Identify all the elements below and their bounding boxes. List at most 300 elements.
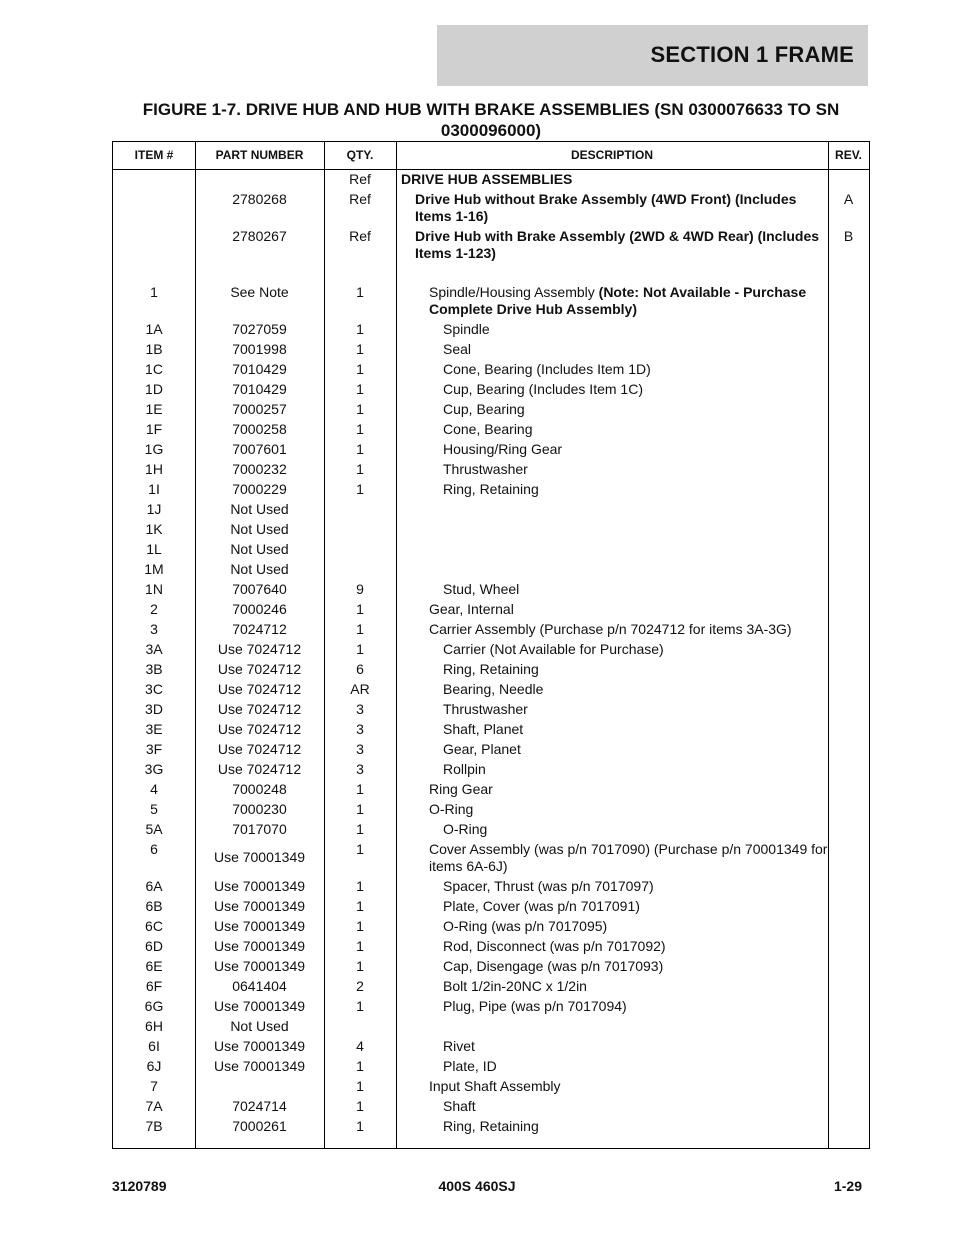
part-number-cell: 7024714 bbox=[232, 1098, 287, 1114]
description-cell bbox=[396, 821, 828, 838]
description-cell bbox=[396, 521, 828, 538]
description-cell bbox=[396, 541, 828, 558]
part-number-cell: 7017070 bbox=[232, 821, 287, 837]
item-cell bbox=[113, 228, 195, 262]
rev-cell bbox=[828, 521, 869, 538]
rev-cell bbox=[828, 501, 869, 518]
description-text: O-Ring bbox=[443, 821, 488, 837]
qty-cell: 1 bbox=[356, 601, 364, 617]
qty-cell: AR bbox=[350, 681, 370, 697]
description-cell bbox=[396, 841, 828, 875]
part-number-cell: 7010429 bbox=[232, 381, 287, 397]
description-text: Rivet bbox=[443, 1038, 475, 1054]
table-row bbox=[113, 500, 869, 520]
rev-cell: A bbox=[843, 191, 854, 207]
item-cell: 3F bbox=[145, 741, 163, 757]
part-number-cell: Use 70001349 bbox=[213, 1058, 306, 1074]
description-text: Shaft bbox=[443, 1098, 476, 1114]
part-number-cell: 7027059 bbox=[232, 321, 287, 337]
qty-cell: 3 bbox=[356, 761, 364, 777]
footer-page-number: 1-29 bbox=[833, 1178, 862, 1194]
description-cell bbox=[396, 481, 828, 498]
item-cell bbox=[113, 191, 195, 225]
item-cell: 1B bbox=[145, 341, 163, 357]
item-cell: 3 bbox=[150, 621, 158, 637]
rev-cell bbox=[828, 821, 869, 838]
description-cell bbox=[396, 561, 828, 578]
item-cell: 7 bbox=[150, 1078, 158, 1094]
description-cell bbox=[396, 681, 828, 698]
table-row bbox=[113, 620, 869, 640]
description-text: Cup, Bearing (Includes Item 1C) bbox=[443, 381, 643, 397]
qty-cell: 4 bbox=[356, 1038, 364, 1054]
item-cell: 6H bbox=[145, 1018, 163, 1034]
rev-cell bbox=[828, 801, 869, 818]
qty-cell: Ref bbox=[349, 228, 371, 244]
description-cell bbox=[396, 341, 828, 358]
table-row bbox=[113, 480, 869, 500]
part-number-cell: Use 70001349 bbox=[213, 878, 306, 894]
description-cell bbox=[396, 1038, 828, 1055]
rev-cell bbox=[828, 541, 869, 558]
qty-cell: 1 bbox=[356, 801, 364, 817]
description-cell bbox=[396, 878, 828, 895]
part-number-cell: 0641404 bbox=[232, 978, 287, 994]
description-cell bbox=[396, 1078, 828, 1095]
part-number-cell: Use 70001349 bbox=[213, 849, 306, 865]
table-row bbox=[113, 937, 869, 957]
table-row bbox=[113, 420, 869, 440]
rev-cell bbox=[828, 918, 869, 935]
description-text: O-Ring (was p/n 7017095) bbox=[443, 918, 608, 934]
qty-cell: 1 bbox=[356, 878, 364, 894]
table-row bbox=[113, 520, 869, 540]
part-number-cell: Use 7024712 bbox=[217, 701, 302, 717]
rev-cell bbox=[828, 441, 869, 458]
qty-cell: 9 bbox=[356, 581, 364, 597]
qty-cell: 1 bbox=[356, 481, 364, 497]
qty-cell: 1 bbox=[356, 1098, 364, 1114]
item-cell: 6B bbox=[145, 898, 163, 914]
rev-cell bbox=[828, 741, 869, 758]
rev-cell bbox=[828, 421, 869, 438]
item-cell: 6D bbox=[145, 938, 163, 954]
description-text: Spindle/Housing Assembly bbox=[429, 284, 599, 300]
description-cell bbox=[396, 641, 828, 658]
table-row bbox=[113, 917, 869, 937]
description-cell bbox=[396, 621, 828, 638]
description-cell bbox=[396, 361, 828, 378]
item-cell: 2 bbox=[150, 601, 158, 617]
description-cell bbox=[396, 918, 828, 935]
rev-cell bbox=[828, 361, 869, 378]
description-cell bbox=[396, 461, 828, 478]
rev-cell bbox=[828, 1038, 869, 1055]
table-row bbox=[113, 700, 869, 720]
part-number-cell: 2780268 bbox=[232, 191, 287, 207]
item-cell: 3A bbox=[145, 641, 163, 657]
part-number-cell: Use 7024712 bbox=[217, 761, 302, 777]
table-row bbox=[113, 720, 869, 740]
table-row bbox=[113, 977, 869, 997]
table-row bbox=[113, 227, 869, 264]
description-text: Ring, Retaining bbox=[443, 1118, 539, 1134]
item-cell: 7A bbox=[145, 1098, 163, 1114]
rev-cell bbox=[828, 381, 869, 398]
description-cell bbox=[396, 741, 828, 758]
qty-cell: 2 bbox=[356, 978, 364, 994]
description-cell bbox=[396, 1118, 828, 1135]
part-number-cell: Use 7024712 bbox=[217, 681, 302, 697]
qty-cell: 1 bbox=[356, 1118, 364, 1134]
table-row bbox=[113, 1077, 869, 1097]
description-text: Cover Assembly (was p/n 7017090) (Purchase p/n 70001349 for items 6A-6J) bbox=[429, 841, 828, 874]
table-row bbox=[113, 640, 869, 660]
description-cell bbox=[396, 1098, 828, 1115]
table-row bbox=[113, 957, 869, 977]
description-text: Carrier (Not Available for Purchase) bbox=[443, 641, 664, 657]
qty-cell: 3 bbox=[356, 701, 364, 717]
table-row bbox=[113, 560, 869, 580]
description-text: Ring, Retaining bbox=[443, 661, 539, 677]
table-row bbox=[113, 1037, 869, 1057]
qty-cell: 1 bbox=[356, 841, 364, 857]
item-cell: 1M bbox=[144, 561, 164, 577]
description-cell bbox=[396, 601, 828, 618]
qty-cell: Ref bbox=[349, 191, 371, 207]
table-row bbox=[113, 170, 869, 190]
item-cell: 6A bbox=[145, 878, 163, 894]
part-number-cell: Not Used bbox=[230, 501, 289, 517]
part-number-cell: Use 70001349 bbox=[213, 918, 306, 934]
item-cell: 3D bbox=[145, 701, 163, 717]
item-cell bbox=[113, 171, 195, 188]
rev-cell bbox=[828, 284, 869, 318]
description-text: Plate, ID bbox=[443, 1058, 497, 1074]
header-item: ITEM # bbox=[134, 148, 174, 162]
part-number-cell: Not Used bbox=[230, 521, 289, 537]
qty-cell: 1 bbox=[356, 998, 364, 1014]
item-cell: 6F bbox=[145, 978, 163, 994]
item-cell: 1J bbox=[146, 501, 162, 517]
item-cell: 1E bbox=[145, 401, 163, 417]
row-spacer bbox=[113, 264, 869, 283]
part-number-cell: Use 70001349 bbox=[213, 998, 306, 1014]
table-body bbox=[113, 170, 869, 1137]
item-cell: 1A bbox=[145, 321, 163, 337]
item-cell: 6 bbox=[150, 841, 158, 857]
rev-cell bbox=[828, 171, 869, 188]
table-row bbox=[113, 840, 869, 877]
rev-cell bbox=[828, 898, 869, 915]
item-cell: 1I bbox=[148, 481, 160, 497]
part-number-cell: 7001998 bbox=[232, 341, 287, 357]
table-row bbox=[113, 800, 869, 820]
part-number-cell: 7000232 bbox=[232, 461, 287, 477]
description-text: Drive Hub without Brake Assembly (4WD Front) (Includes Items 1-16) bbox=[415, 191, 797, 224]
part-number-cell: 7024712 bbox=[232, 621, 287, 637]
description-text: Cone, Bearing bbox=[443, 421, 533, 437]
rev-cell bbox=[828, 641, 869, 658]
description-text: Drive Hub with Brake Assembly (2WD & 4WD Rear) (Includes Items 1-123) bbox=[415, 228, 820, 261]
item-cell: 3C bbox=[145, 681, 163, 697]
part-number-cell: 7000248 bbox=[232, 781, 287, 797]
qty-cell: 1 bbox=[356, 401, 364, 417]
qty-cell: 1 bbox=[356, 321, 364, 337]
description-cell bbox=[396, 171, 828, 188]
rev-cell bbox=[828, 1058, 869, 1075]
item-cell: 1F bbox=[145, 421, 163, 437]
description-text: Cap, Disengage (was p/n 7017093) bbox=[443, 958, 664, 974]
description-text: Gear, Planet bbox=[443, 741, 521, 757]
rev-cell bbox=[828, 998, 869, 1015]
qty-cell: 1 bbox=[356, 284, 364, 300]
rev-cell bbox=[828, 681, 869, 698]
description-text: Cup, Bearing bbox=[443, 401, 525, 417]
description-text: Rollpin bbox=[443, 761, 486, 777]
description-note: (Note: Not Available - Purchase Complete Drive Hub Assembly) bbox=[429, 284, 807, 317]
rev-cell bbox=[828, 958, 869, 975]
rev-cell bbox=[828, 621, 869, 638]
table-row bbox=[113, 190, 869, 227]
description-cell bbox=[396, 781, 828, 798]
part-number-cell: 7000229 bbox=[232, 481, 287, 497]
description-cell bbox=[396, 1058, 828, 1075]
item-cell: 6E bbox=[145, 958, 163, 974]
description-cell bbox=[396, 661, 828, 678]
part-number-cell: 7000257 bbox=[232, 401, 287, 417]
qty-cell: 6 bbox=[356, 661, 364, 677]
rev-cell bbox=[828, 878, 869, 895]
qty-cell: Ref bbox=[349, 171, 371, 187]
rev-cell bbox=[828, 1098, 869, 1115]
table-row bbox=[113, 760, 869, 780]
part-number-cell: Not Used bbox=[230, 1018, 289, 1034]
header-description: DESCRIPTION bbox=[570, 148, 653, 162]
qty-cell: 1 bbox=[356, 781, 364, 797]
description-cell bbox=[396, 801, 828, 818]
table-row bbox=[113, 580, 869, 600]
footer-doc-number: 3120789 bbox=[112, 1178, 167, 1194]
description-text: Bolt 1/2in-20NC x 1/2in bbox=[443, 978, 587, 994]
description-text: Plate, Cover (was p/n 7017091) bbox=[443, 898, 640, 914]
item-cell: 3G bbox=[144, 761, 164, 777]
part-number-cell: Use 7024712 bbox=[217, 641, 302, 657]
qty-cell: 1 bbox=[356, 938, 364, 954]
item-cell: 1G bbox=[144, 441, 164, 457]
table-row bbox=[113, 997, 869, 1017]
table-row bbox=[113, 360, 869, 380]
part-number-cell: See Note bbox=[230, 284, 289, 300]
description-text: Cone, Bearing (Includes Item 1D) bbox=[443, 361, 651, 377]
description-text: Ring Gear bbox=[429, 781, 493, 797]
part-number-cell: Not Used bbox=[230, 561, 289, 577]
qty-cell bbox=[324, 501, 396, 518]
item-cell: 1C bbox=[145, 361, 163, 377]
part-number-cell: Not Used bbox=[230, 541, 289, 557]
qty-cell: 1 bbox=[356, 958, 364, 974]
qty-cell: 1 bbox=[356, 361, 364, 377]
qty-cell: 1 bbox=[356, 898, 364, 914]
qty-cell: 1 bbox=[356, 341, 364, 357]
qty-cell: 1 bbox=[356, 641, 364, 657]
rev-cell bbox=[828, 401, 869, 418]
table-row bbox=[113, 660, 869, 680]
description-cell bbox=[396, 1018, 828, 1035]
description-text: Input Shaft Assembly bbox=[429, 1078, 561, 1094]
item-cell: 1N bbox=[145, 581, 163, 597]
rev-cell bbox=[828, 721, 869, 738]
item-cell: 1D bbox=[145, 381, 163, 397]
qty-cell: 3 bbox=[356, 721, 364, 737]
description-text: Bearing, Needle bbox=[443, 681, 544, 697]
description-cell bbox=[396, 441, 828, 458]
item-cell: 5A bbox=[145, 821, 163, 837]
table-row bbox=[113, 400, 869, 420]
qty-cell bbox=[324, 561, 396, 578]
description-cell bbox=[396, 321, 828, 338]
table-row bbox=[113, 1057, 869, 1077]
description-cell bbox=[396, 401, 828, 418]
description-text: Stud, Wheel bbox=[443, 581, 520, 597]
description-cell bbox=[396, 284, 828, 318]
qty-cell: 1 bbox=[356, 441, 364, 457]
table-row bbox=[113, 877, 869, 897]
description-text: Rod, Disconnect (was p/n 7017092) bbox=[443, 938, 666, 954]
rev-cell bbox=[828, 341, 869, 358]
description-text: Carrier Assembly (Purchase p/n 7024712 for items 3A-3G) bbox=[429, 621, 792, 637]
description-text: Housing/Ring Gear bbox=[443, 441, 563, 457]
qty-cell: 1 bbox=[356, 421, 364, 437]
table-row bbox=[113, 340, 869, 360]
description-cell bbox=[396, 938, 828, 955]
rev-cell: B bbox=[843, 228, 854, 244]
description-cell bbox=[396, 501, 828, 518]
table-row bbox=[113, 440, 869, 460]
description-text: Spacer, Thrust (was p/n 7017097) bbox=[443, 878, 654, 894]
rev-cell bbox=[828, 1078, 869, 1095]
table-row bbox=[113, 600, 869, 620]
description-text: DRIVE HUB ASSEMBLIES bbox=[401, 171, 573, 187]
rev-cell bbox=[828, 701, 869, 718]
table-row bbox=[113, 780, 869, 800]
rev-cell bbox=[828, 321, 869, 338]
description-cell bbox=[396, 958, 828, 975]
qty-cell: 1 bbox=[356, 1078, 364, 1094]
table-row bbox=[113, 1117, 869, 1137]
item-cell: 6G bbox=[144, 998, 164, 1014]
qty-cell: 1 bbox=[356, 1058, 364, 1074]
description-text: Seal bbox=[443, 341, 472, 357]
description-text: Plug, Pipe (was p/n 7017094) bbox=[443, 998, 627, 1014]
table-row bbox=[113, 1097, 869, 1117]
figure-title: FIGURE 1-7. DRIVE HUB AND HUB WITH BRAKE ASSEMBLIES (SN 0300076633 TO SN 0300096000) bbox=[142, 100, 840, 140]
table-row bbox=[113, 1017, 869, 1037]
table-row bbox=[113, 540, 869, 560]
part-number-cell: Use 7024712 bbox=[217, 661, 302, 677]
item-cell: 1H bbox=[145, 461, 163, 477]
table-row bbox=[113, 740, 869, 760]
part-number-cell: Use 7024712 bbox=[217, 721, 302, 737]
part-number-cell: 7010429 bbox=[232, 361, 287, 377]
rev-cell bbox=[828, 661, 869, 678]
part-number-cell: 7000230 bbox=[232, 801, 287, 817]
part-number-cell: 7007601 bbox=[232, 441, 287, 457]
item-cell: 1L bbox=[146, 541, 162, 557]
footer-model: 400S 460SJ bbox=[438, 1178, 516, 1194]
section-title: SECTION 1 FRAME bbox=[650, 42, 854, 67]
table-row bbox=[113, 283, 869, 320]
qty-cell: 1 bbox=[356, 918, 364, 934]
description-text: O-Ring bbox=[429, 801, 474, 817]
description-cell bbox=[396, 898, 828, 915]
header-part-number: PART NUMBER bbox=[215, 148, 304, 162]
description-cell bbox=[396, 701, 828, 718]
part-number-cell: 7007640 bbox=[232, 581, 287, 597]
description-cell bbox=[396, 581, 828, 598]
rev-cell bbox=[828, 461, 869, 478]
table-row bbox=[113, 897, 869, 917]
item-cell: 6I bbox=[148, 1038, 160, 1054]
part-number-cell: 7000258 bbox=[232, 421, 287, 437]
description-text: Thrustwasher bbox=[443, 701, 528, 717]
item-cell: 3E bbox=[145, 721, 163, 737]
item-cell: 5 bbox=[150, 801, 158, 817]
table-row bbox=[113, 680, 869, 700]
description-cell bbox=[396, 998, 828, 1015]
item-cell: 1 bbox=[150, 284, 158, 300]
rev-cell bbox=[828, 581, 869, 598]
rev-cell bbox=[828, 841, 869, 875]
description-text: Spindle bbox=[443, 321, 490, 337]
table-row bbox=[113, 460, 869, 480]
table-row bbox=[113, 820, 869, 840]
description-text: Ring, Retaining bbox=[443, 481, 539, 497]
description-cell bbox=[396, 978, 828, 995]
part-number-cell: Use 70001349 bbox=[213, 898, 306, 914]
rev-cell bbox=[828, 1118, 869, 1135]
item-cell: 3B bbox=[145, 661, 163, 677]
part-number-cell: Use 70001349 bbox=[213, 958, 306, 974]
part-number-cell bbox=[195, 1078, 324, 1095]
header-qty: QTY. bbox=[346, 148, 374, 162]
rev-cell bbox=[828, 781, 869, 798]
table-row bbox=[113, 320, 869, 340]
description-cell bbox=[396, 191, 828, 225]
description-text: Thrustwasher bbox=[443, 461, 528, 477]
rev-cell bbox=[828, 938, 869, 955]
rev-cell bbox=[828, 761, 869, 778]
section-banner bbox=[437, 25, 868, 86]
qty-cell bbox=[324, 541, 396, 558]
part-number-cell: Use 7024712 bbox=[217, 741, 302, 757]
qty-cell: 3 bbox=[356, 741, 364, 757]
description-text: Gear, Internal bbox=[429, 601, 514, 617]
qty-cell: 1 bbox=[356, 381, 364, 397]
qty-cell: 1 bbox=[356, 461, 364, 477]
part-number-cell bbox=[195, 171, 324, 188]
item-cell: 7B bbox=[145, 1118, 163, 1134]
qty-cell: 1 bbox=[356, 621, 364, 637]
description-cell bbox=[396, 381, 828, 398]
description-text: Shaft, Planet bbox=[443, 721, 524, 737]
header-rev: REV. bbox=[835, 148, 862, 162]
part-number-cell: Use 70001349 bbox=[213, 938, 306, 954]
table-row bbox=[113, 380, 869, 400]
qty-cell bbox=[324, 1018, 396, 1035]
qty-cell: 1 bbox=[356, 821, 364, 837]
part-number-cell: 7000261 bbox=[232, 1118, 287, 1134]
